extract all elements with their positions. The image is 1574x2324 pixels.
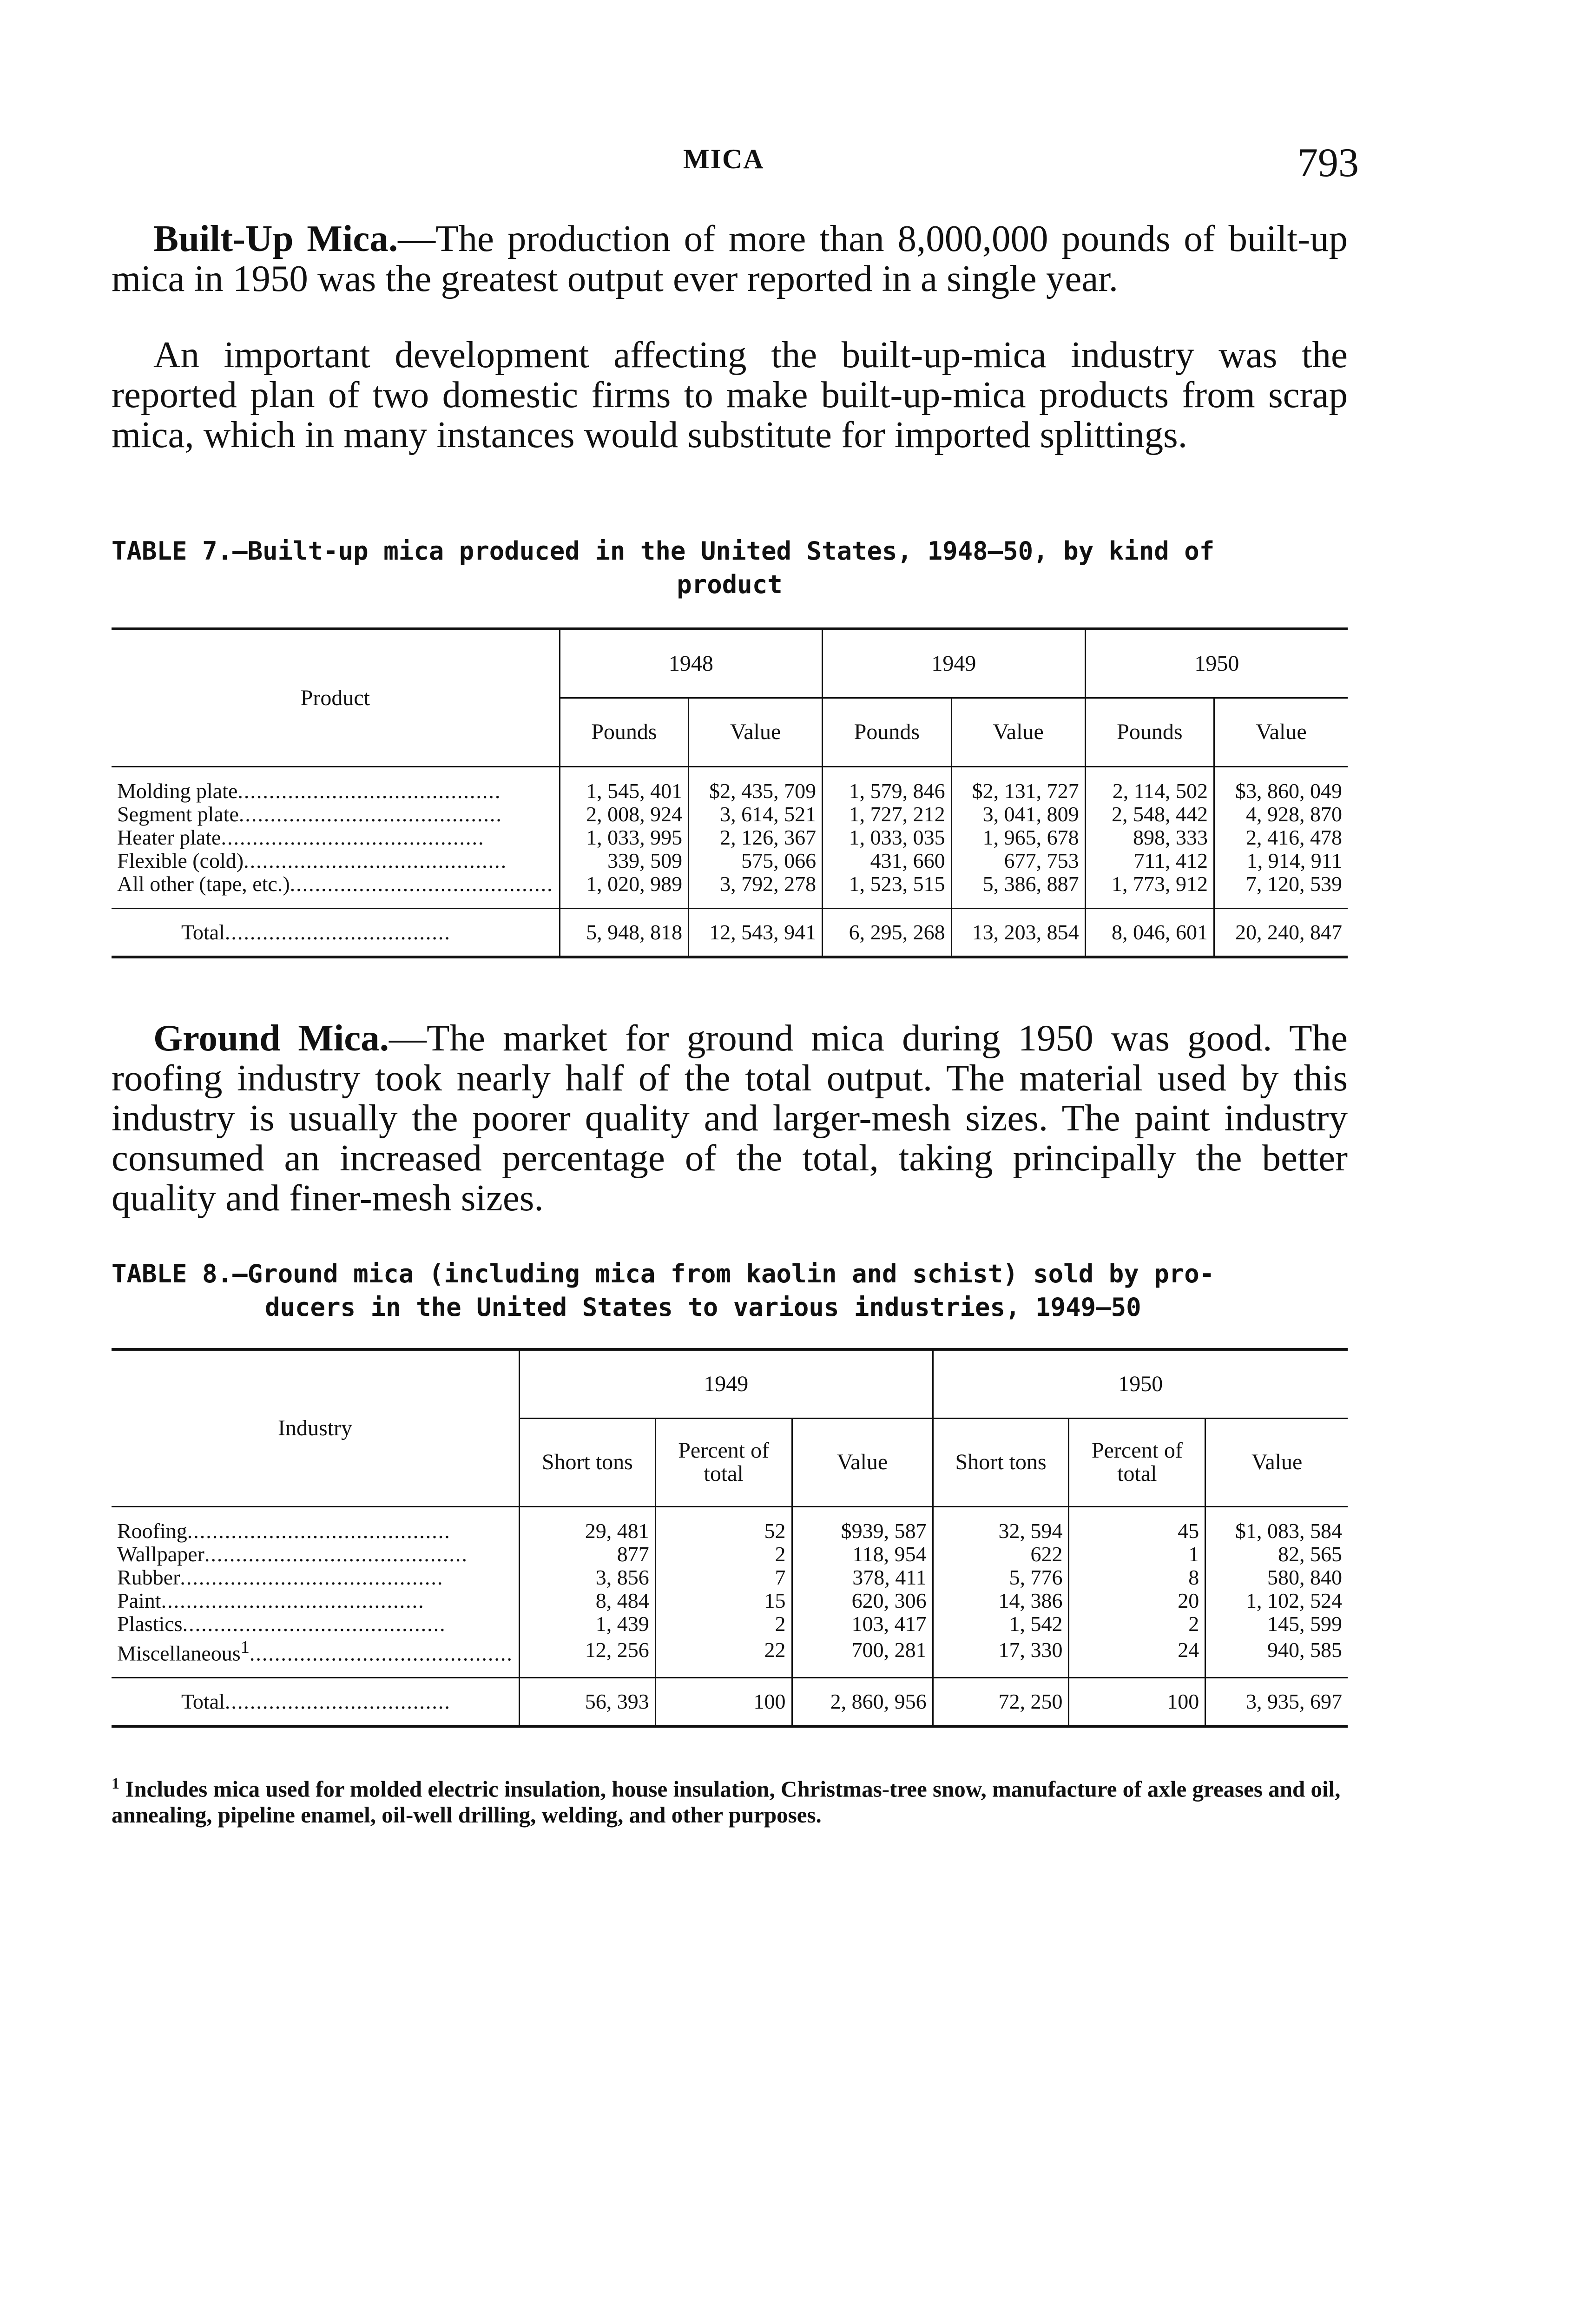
page-header <box>0 139 1574 185</box>
row-label-text: Segment plate <box>117 802 239 826</box>
built-up-mica-text-1: —The production of more than 8,000,000 pounds of built-up mica in 1950 was the greatest output ever reported in a single year. <box>112 218 1348 299</box>
ground-mica-text: —The market for ground mica during 1950 was good. The roofing industry took nearly half of the total output. The material used by this industry is usually the poorer quality and larger-mesh sizes. The paint industry consumed an increased percentage of the total, taking principally the better quality and finer-mesh sizes. <box>112 1017 1348 1219</box>
spacer-cell <box>112 1665 519 1678</box>
table-cell: 2, 548, 442 <box>1085 803 1214 826</box>
table-cell: 52 <box>655 1519 792 1543</box>
row-label <box>112 826 560 849</box>
table-cell: 15 <box>655 1589 792 1612</box>
table-cell: 2 <box>655 1612 792 1636</box>
table-7-subhead: Pounds <box>823 698 951 766</box>
table-8-year-1949: 1949 <box>519 1349 933 1418</box>
table-8-subhead: Short tons <box>933 1418 1069 1506</box>
total-cell: 13, 203, 854 <box>951 908 1085 957</box>
table-cell: 575, 066 <box>689 849 823 872</box>
spacer-cell <box>1069 1665 1205 1678</box>
table-8-body <box>112 1506 1348 1726</box>
table-cell: 1, 020, 989 <box>560 872 688 896</box>
footnote-text: Includes mica used for molded electric insulation, house insulation, Christmas-tree snow, manufacture of axle greases and oil, annealing, pipeline enamel, oil-well drilling, welding, and other purposes. <box>112 1776 1341 1828</box>
spacer-cell <box>1214 896 1348 909</box>
total-cell: 6, 295, 268 <box>823 908 951 957</box>
table-cell: 103, 417 <box>792 1612 933 1636</box>
table-cell: 17, 330 <box>933 1636 1069 1665</box>
table-spacer-row <box>112 1665 1348 1678</box>
total-label-text: Total <box>181 1689 225 1713</box>
total-cell: 5, 948, 818 <box>560 908 688 957</box>
built-up-mica-paragraph-1 <box>112 218 1348 298</box>
leader-dots: .......................................... <box>161 1589 425 1612</box>
table-cell: 1, 033, 035 <box>823 826 951 849</box>
table-8-caption-line-1: TABLE 8.—Ground mica (including mica from kaolin and schist) sold by pro- <box>112 1259 1215 1288</box>
table-7-year-1948: 1948 <box>560 629 822 698</box>
table-row <box>112 849 1348 872</box>
spacer-cell <box>823 896 951 909</box>
running-head: MICA <box>683 144 764 174</box>
row-label-text: Rubber <box>117 1565 180 1589</box>
table-8-subhead: Percent of total <box>1069 1418 1205 1506</box>
row-label <box>112 1519 519 1543</box>
table-cell: $2, 435, 709 <box>689 779 823 803</box>
table-cell: 1, 545, 401 <box>560 779 688 803</box>
table-row <box>112 872 1348 896</box>
row-label <box>112 849 560 872</box>
spacer-cell <box>1205 1665 1348 1678</box>
table-cell: 8 <box>1069 1566 1205 1589</box>
table-row <box>112 1566 1348 1589</box>
table-7-subhead: Value <box>689 698 823 766</box>
table-8-caption-line-2: ducers in the United States to various industries, 1949–50 <box>265 1293 1141 1322</box>
table-cell: 4, 928, 870 <box>1214 803 1348 826</box>
spacer-cell <box>112 896 560 909</box>
row-label <box>112 779 560 803</box>
table-7-caption-line-2: product <box>677 570 783 599</box>
table-cell: 620, 306 <box>792 1589 933 1612</box>
spacer-cell <box>689 896 823 909</box>
table-cell: 2 <box>655 1543 792 1566</box>
table-cell: $3, 860, 049 <box>1214 779 1348 803</box>
table-cell: 32, 594 <box>933 1519 1069 1543</box>
leader-dots: .......................................... <box>221 825 485 849</box>
total-cell: 2, 860, 956 <box>792 1677 933 1726</box>
table-row <box>112 1519 1348 1543</box>
table-cell: 22 <box>655 1636 792 1665</box>
table-cell: 3, 792, 278 <box>689 872 823 896</box>
leader-dots: .......................................... <box>204 1542 468 1566</box>
total-cell: 20, 240, 847 <box>1214 908 1348 957</box>
table-7 <box>112 627 1348 958</box>
table-cell: 2, 008, 924 <box>560 803 688 826</box>
table-cell: $939, 587 <box>792 1519 933 1543</box>
table-8-year-1950: 1950 <box>933 1349 1348 1418</box>
total-cell: 8, 046, 601 <box>1085 908 1214 957</box>
leader-dots: .......................................... <box>187 1519 451 1543</box>
table-cell: 1, 773, 912 <box>1085 872 1214 896</box>
table-8-subhead: Value <box>1205 1418 1348 1506</box>
table-cell: 82, 565 <box>1205 1543 1348 1566</box>
table-7-body <box>112 766 1348 957</box>
leader-dots: .......................................... <box>180 1565 444 1589</box>
table-7-caption <box>112 535 1348 601</box>
table-row <box>112 1589 1348 1612</box>
spacer-cell <box>1069 1506 1205 1519</box>
spacer-cell <box>1085 766 1214 779</box>
spacer-cell <box>933 1665 1069 1678</box>
leader-dots: .......................................... <box>237 779 501 803</box>
table-8-caption <box>112 1257 1348 1324</box>
total-cell: 12, 543, 941 <box>689 908 823 957</box>
leader-dots: .......................................... <box>238 802 502 826</box>
spacer-cell <box>655 1506 792 1519</box>
spacer-cell <box>689 766 823 779</box>
table-cell: 1, 914, 911 <box>1214 849 1348 872</box>
table-cell: 118, 954 <box>792 1543 933 1566</box>
table-7-subhead: Pounds <box>1085 698 1214 766</box>
table-7-stub-header: Product <box>112 629 560 766</box>
table-cell: 677, 753 <box>951 849 1085 872</box>
spacer-cell <box>519 1665 655 1678</box>
table-row <box>112 826 1348 849</box>
table-cell: 2 <box>1069 1612 1205 1636</box>
table-cell: 711, 412 <box>1085 849 1214 872</box>
spacer-cell <box>951 896 1085 909</box>
table-cell: 14, 386 <box>933 1589 1069 1612</box>
table-cell: 20 <box>1069 1589 1205 1612</box>
table-cell: 1, 523, 515 <box>823 872 951 896</box>
spacer-cell <box>112 766 560 779</box>
built-up-mica-paragraph-2: An important development affecting the built-up-mica industry was the reported plan of two domestic firms to make built-up-mica products from scrap mica, which in many instances would substitute for imported splittings. <box>112 334 1348 456</box>
total-row <box>112 1677 1348 1726</box>
table-cell: 1, 542 <box>933 1612 1069 1636</box>
table-cell: 898, 333 <box>1085 826 1214 849</box>
spacer-cell <box>112 1506 519 1519</box>
footnote-reference: 1 <box>240 1637 250 1657</box>
ground-mica-heading: Ground Mica. <box>153 1017 389 1059</box>
table-row <box>112 803 1348 826</box>
table-cell: 3, 856 <box>519 1566 655 1589</box>
table-row <box>112 1636 1348 1665</box>
table-cell: 5, 776 <box>933 1566 1069 1589</box>
leader-dots: .......................................... <box>290 872 553 896</box>
table-cell: 339, 509 <box>560 849 688 872</box>
table-cell: 378, 411 <box>792 1566 933 1589</box>
row-label-text: Plastics <box>117 1612 183 1636</box>
footnote <box>112 1771 1348 1828</box>
row-label-text: Flexible (cold) <box>117 849 244 872</box>
table-8 <box>112 1348 1348 1728</box>
leader-dots: .......................................... <box>244 849 507 872</box>
table-7-subhead: Value <box>951 698 1085 766</box>
table-cell: 1 <box>1069 1543 1205 1566</box>
built-up-mica-heading: Built-Up Mica. <box>153 218 398 259</box>
row-label <box>112 1612 519 1636</box>
table-spacer-row <box>112 766 1348 779</box>
table-row <box>112 779 1348 803</box>
table-cell: 580, 840 <box>1205 1566 1348 1589</box>
row-label-text: Roofing <box>117 1519 187 1543</box>
table-cell: 2, 416, 478 <box>1214 826 1348 849</box>
table-cell: 622 <box>933 1543 1069 1566</box>
table-7-caption-line-1: TABLE 7.—Built-up mica produced in the United States, 1948–50, by kind of <box>112 536 1215 566</box>
row-label <box>112 1543 519 1566</box>
ground-mica-paragraph <box>112 1018 1348 1218</box>
table-spacer-row <box>112 1506 1348 1519</box>
spacer-cell <box>1214 766 1348 779</box>
leader-dots: .......................................... <box>249 1641 513 1665</box>
table-cell: 940, 585 <box>1205 1636 1348 1665</box>
total-label <box>112 1677 519 1726</box>
row-label <box>112 803 560 826</box>
table-cell: 12, 256 <box>519 1636 655 1665</box>
table-cell: 877 <box>519 1543 655 1566</box>
table-7-subhead: Pounds <box>560 698 688 766</box>
table-8-subhead: Value <box>792 1418 933 1506</box>
table-8-stub-header: Industry <box>112 1349 519 1506</box>
row-label-text: All other (tape, etc.) <box>117 872 290 896</box>
total-cell: 3, 935, 697 <box>1205 1677 1348 1726</box>
table-cell: 1, 579, 846 <box>823 779 951 803</box>
total-cell: 56, 393 <box>519 1677 655 1726</box>
table-cell: 45 <box>1069 1519 1205 1543</box>
table-8-subhead: Short tons <box>519 1418 655 1506</box>
total-label-text: Total <box>181 920 225 944</box>
total-cell: 100 <box>1069 1677 1205 1726</box>
row-label <box>112 1589 519 1612</box>
table-cell: 5, 386, 887 <box>951 872 1085 896</box>
table-7-year-1949: 1949 <box>823 629 1085 698</box>
row-label <box>112 1566 519 1589</box>
table-cell: 700, 281 <box>792 1636 933 1665</box>
spacer-cell <box>560 766 688 779</box>
row-label-text: Paint <box>117 1589 161 1612</box>
table-7-subhead: Value <box>1214 698 1348 766</box>
row-label-text: Wallpaper <box>117 1542 204 1566</box>
table-row <box>112 1543 1348 1566</box>
spacer-cell <box>933 1506 1069 1519</box>
row-label <box>112 1636 519 1665</box>
table-cell: $1, 083, 584 <box>1205 1519 1348 1543</box>
table-cell: 1, 965, 678 <box>951 826 1085 849</box>
row-label-text: Miscellaneous <box>117 1641 241 1665</box>
table-row <box>112 1612 1348 1636</box>
table-7-year-1950: 1950 <box>1085 629 1348 698</box>
footnote-mark: 1 <box>112 1775 119 1792</box>
table-cell: 1, 439 <box>519 1612 655 1636</box>
spacer-cell <box>792 1665 933 1678</box>
spacer-cell <box>1085 896 1214 909</box>
table-cell: 1, 727, 212 <box>823 803 951 826</box>
table-cell: 7 <box>655 1566 792 1589</box>
leader-dots: .......................................... <box>182 1612 446 1636</box>
table-cell: 1, 102, 524 <box>1205 1589 1348 1612</box>
spacer-cell <box>519 1506 655 1519</box>
total-label <box>112 908 560 957</box>
table-cell: 8, 484 <box>519 1589 655 1612</box>
row-label <box>112 872 560 896</box>
spacer-cell <box>823 766 951 779</box>
table-cell: 29, 481 <box>519 1519 655 1543</box>
spacer-cell <box>560 896 688 909</box>
row-label-text: Heater plate <box>117 825 221 849</box>
spacer-cell <box>792 1506 933 1519</box>
table-cell: 145, 599 <box>1205 1612 1348 1636</box>
total-cell: 100 <box>655 1677 792 1726</box>
table-cell: 2, 114, 502 <box>1085 779 1214 803</box>
table-cell: 1, 033, 995 <box>560 826 688 849</box>
table-cell: 431, 660 <box>823 849 951 872</box>
table-cell: $2, 131, 727 <box>951 779 1085 803</box>
leader-dots: .................................... <box>224 1689 451 1713</box>
total-cell: 72, 250 <box>933 1677 1069 1726</box>
table-spacer-row <box>112 896 1348 909</box>
table-cell: 24 <box>1069 1636 1205 1665</box>
table-8-subhead: Percent of total <box>655 1418 792 1506</box>
spacer-cell <box>655 1665 792 1678</box>
total-row <box>112 908 1348 957</box>
leader-dots: .................................... <box>224 920 451 944</box>
row-label-text: Molding plate <box>117 779 238 803</box>
spacer-cell <box>951 766 1085 779</box>
spacer-cell <box>1205 1506 1348 1519</box>
table-cell: 7, 120, 539 <box>1214 872 1348 896</box>
table-cell: 3, 041, 809 <box>951 803 1085 826</box>
table-cell: 3, 614, 521 <box>689 803 823 826</box>
page-number: 793 <box>1297 140 1359 185</box>
table-cell: 2, 126, 367 <box>689 826 823 849</box>
